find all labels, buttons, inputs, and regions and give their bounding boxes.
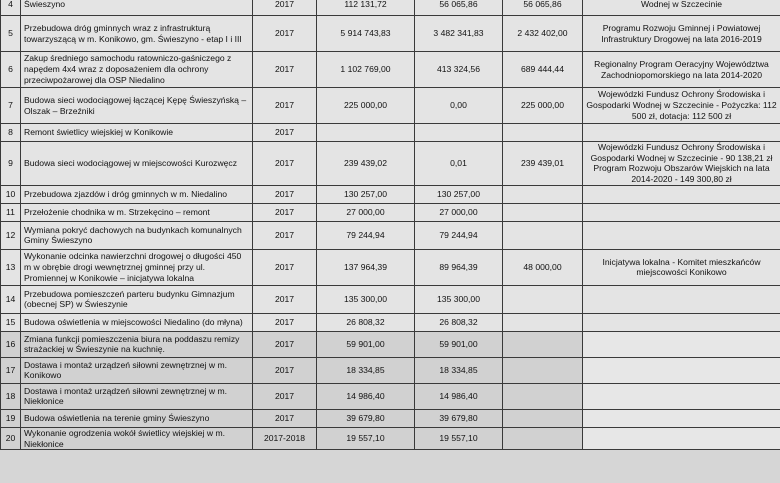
task-description-cell: Remont świetlicy wiejskiej w Konikowie <box>21 124 253 142</box>
own-funds-cell: 130 257,00 <box>415 185 503 203</box>
funding-source-cell <box>583 357 780 383</box>
table-row <box>1 221 780 249</box>
row-number-cell: 5 <box>1 16 21 52</box>
total-cost-cell: 79 244,94 <box>317 221 415 249</box>
row-number-cell: 14 <box>1 285 21 313</box>
funding-source-cell <box>583 331 780 357</box>
own-funds-cell: 27 000,00 <box>415 203 503 221</box>
total-cost-cell: 239 439,02 <box>317 142 415 186</box>
row-number-cell: 11 <box>1 203 21 221</box>
implementation-year-cell: 2017 <box>253 142 317 186</box>
own-funds-cell: 135 300,00 <box>415 285 503 313</box>
own-funds-cell: 3 482 341,83 <box>415 16 503 52</box>
table-row <box>1 313 780 331</box>
table-row <box>1 88 780 124</box>
implementation-year-cell: 2017 <box>253 52 317 88</box>
funding-source-cell <box>583 313 780 331</box>
row-number-cell: 16 <box>1 331 21 357</box>
task-description-cell: Budowa oświetlenia w miejscowości Niedalino (do młyna) <box>21 313 253 331</box>
row-number-cell: 12 <box>1 221 21 249</box>
row-number-cell: 6 <box>1 52 21 88</box>
funding-source-cell <box>583 285 780 313</box>
external-funds-cell <box>503 124 583 142</box>
row-number-cell: 17 <box>1 357 21 383</box>
total-cost-cell: 18 334,85 <box>317 357 415 383</box>
own-funds-cell: 18 334,85 <box>415 357 503 383</box>
row-number-cell: 8 <box>1 124 21 142</box>
funding-source-cell <box>583 221 780 249</box>
table-row <box>1 142 780 186</box>
own-funds-cell: 59 901,00 <box>415 331 503 357</box>
own-funds-cell: 19 557,10 <box>415 427 503 449</box>
total-cost-cell: 137 964,39 <box>317 249 415 285</box>
task-description-cell: Budowa sieci wodociągowej łączącej Kępę Świeszyńską – Olszak – Brzeźniki <box>21 88 253 124</box>
own-funds-cell: 89 964,39 <box>415 249 503 285</box>
external-funds-cell: 689 444,44 <box>503 52 583 88</box>
own-funds-cell: 0,00 <box>415 88 503 124</box>
funding-source-cell: Wodnej w Szczecinie <box>583 0 780 16</box>
total-cost-cell: 39 679,80 <box>317 409 415 427</box>
external-funds-cell: 48 000,00 <box>503 249 583 285</box>
total-cost-cell: 135 300,00 <box>317 285 415 313</box>
external-funds-cell <box>503 185 583 203</box>
task-description-cell: Wykonanie odcinka nawierzchni drogowej o długości 450 m w obrębie drogi wewnętrznej gminnej przy ul. Promiennej w Konikowie – inicjatywa lokalna <box>21 249 253 285</box>
funding-source-cell: Wojewódzki Fundusz Ochrony Środowiska i Gospodarki Wodnej w Szczecinie - Pożyczka: 112 500 zł, dotacja: 112 500 zł <box>583 88 780 124</box>
row-number-cell: 15 <box>1 313 21 331</box>
funding-source-cell <box>583 124 780 142</box>
total-cost-cell: 19 557,10 <box>317 427 415 449</box>
total-cost-cell: 130 257,00 <box>317 185 415 203</box>
task-description-cell: Dostawa i montaż urządzeń siłowni zewnętrznej w m. Niekłonice <box>21 383 253 409</box>
task-description-cell: Zmiana funkcji pomieszczenia biura na poddaszu remizy strażackiej w Świeszynie na kuchnię. <box>21 331 253 357</box>
task-description-cell: Zakup średniego samochodu ratowniczo-gaśniczego z napędem 4x4 wraz z doposażeniem dla ochrony przeciwpożarowej dla OSP Niedalino <box>21 52 253 88</box>
implementation-year-cell: 2017 <box>253 285 317 313</box>
task-description-cell: Budowa sieci wodociągowej w miejscowości Kurozwęcz <box>21 142 253 186</box>
total-cost-cell: 59 901,00 <box>317 331 415 357</box>
implementation-year-cell: 2017 <box>253 16 317 52</box>
own-funds-cell: 56 065,86 <box>415 0 503 16</box>
task-description-cell: Przebudowa pomieszczeń parteru budynku Gimnazjum (obecnej SP) w Świeszynie <box>21 285 253 313</box>
total-cost-cell: 27 000,00 <box>317 203 415 221</box>
table-row <box>1 203 780 221</box>
implementation-year-cell: 2017 <box>253 331 317 357</box>
row-number-cell: 4 <box>1 0 21 16</box>
total-cost-cell: 5 914 743,83 <box>317 16 415 52</box>
external-funds-cell: 225 000,00 <box>503 88 583 124</box>
external-funds-cell <box>503 427 583 449</box>
task-description-cell: Przebudowa dróg gminnych wraz z infrastrukturą towarzyszącą w m. Konikowo, gm. Świeszyno - etap I i III <box>21 16 253 52</box>
table-row <box>1 331 780 357</box>
implementation-year-cell: 2017 <box>253 0 317 16</box>
funding-source-cell: Wojewódzki Fundusz Ochrony Środowiska i Gospodarki Wodnej w Szczecinie - 90 138,21 zł Program Rozwoju Obszarów Wiejskich na lata 2014-2020 - 149 300,80 zł <box>583 142 780 186</box>
total-cost-cell: 1 102 769,00 <box>317 52 415 88</box>
table-body <box>1 0 780 450</box>
task-description-cell: Przebudowa zjazdów i dróg gminnych w m. Niedalino <box>21 185 253 203</box>
total-cost-cell: 26 808,32 <box>317 313 415 331</box>
total-cost-cell: 112 131,72 <box>317 0 415 16</box>
external-funds-cell <box>503 313 583 331</box>
implementation-year-cell: 2017 <box>253 409 317 427</box>
table-row <box>1 0 780 16</box>
table-row <box>1 249 780 285</box>
own-funds-cell: 14 986,40 <box>415 383 503 409</box>
external-funds-cell <box>503 383 583 409</box>
implementation-year-cell: 2017 <box>253 124 317 142</box>
row-number-cell: 18 <box>1 383 21 409</box>
row-number-cell: 13 <box>1 249 21 285</box>
external-funds-cell: 56 065,86 <box>503 0 583 16</box>
implementation-year-cell: 2017 <box>253 185 317 203</box>
own-funds-cell: 39 679,80 <box>415 409 503 427</box>
table-row <box>1 185 780 203</box>
own-funds-cell: 0,01 <box>415 142 503 186</box>
own-funds-cell: 79 244,94 <box>415 221 503 249</box>
funding-source-cell <box>583 185 780 203</box>
external-funds-cell <box>503 285 583 313</box>
external-funds-cell <box>503 203 583 221</box>
row-number-cell: 20 <box>1 427 21 449</box>
implementation-year-cell: 2017 <box>253 203 317 221</box>
task-description-cell: Budowa oświetlenia na terenie gminy Świeszyno <box>21 409 253 427</box>
funding-source-cell: Programu Rozwoju Gminnej i Powiatowej Infrastruktury Drogowej na lata 2016-2019 <box>583 16 780 52</box>
own-funds-cell <box>415 124 503 142</box>
funding-source-cell: Regionalny Program Oeracyjny Województwa Zachodniopomorskiego na lata 2014-2020 <box>583 52 780 88</box>
row-number-cell: 19 <box>1 409 21 427</box>
external-funds-cell: 239 439,01 <box>503 142 583 186</box>
implementation-year-cell: 2017 <box>253 221 317 249</box>
task-description-cell: Dostawa i montaż urządzeń siłowni zewnętrznej w m. Konikowo <box>21 357 253 383</box>
implementation-year-cell: 2017 <box>253 88 317 124</box>
table-row <box>1 124 780 142</box>
funding-source-cell <box>583 383 780 409</box>
implementation-year-cell: 2017-2018 <box>253 427 317 449</box>
external-funds-cell <box>503 409 583 427</box>
table-row <box>1 285 780 313</box>
table-row <box>1 357 780 383</box>
task-description-cell: Przełożenie chodnika w m. Strzekęcino – remont <box>21 203 253 221</box>
task-description-cell: Wykonanie ogrodzenia wokół świetlicy wiejskiej w m. Niekłonice <box>21 427 253 449</box>
funding-source-cell: Inicjatywa lokalna - Komitet mieszkańców miejscowości Konikowo <box>583 249 780 285</box>
own-funds-cell: 413 324,56 <box>415 52 503 88</box>
own-funds-cell: 26 808,32 <box>415 313 503 331</box>
table-row <box>1 52 780 88</box>
total-cost-cell: 225 000,00 <box>317 88 415 124</box>
table-row <box>1 409 780 427</box>
funding-source-cell <box>583 409 780 427</box>
implementation-year-cell: 2017 <box>253 357 317 383</box>
funding-source-cell <box>583 427 780 449</box>
external-funds-cell <box>503 221 583 249</box>
row-number-cell: 7 <box>1 88 21 124</box>
task-description-cell: Wymiana pokryć dachowych na budynkach komunalnych Gminy Świeszyno <box>21 221 253 249</box>
table-row <box>1 383 780 409</box>
total-cost-cell <box>317 124 415 142</box>
table-row <box>1 16 780 52</box>
row-number-cell: 10 <box>1 185 21 203</box>
table-row <box>1 427 780 449</box>
total-cost-cell: 14 986,40 <box>317 383 415 409</box>
external-funds-cell: 2 432 402,00 <box>503 16 583 52</box>
external-funds-cell <box>503 357 583 383</box>
task-description-cell: Świeszyno <box>21 0 253 16</box>
implementation-year-cell: 2017 <box>253 383 317 409</box>
row-number-cell: 9 <box>1 142 21 186</box>
implementation-year-cell: 2017 <box>253 313 317 331</box>
funding-source-cell <box>583 203 780 221</box>
external-funds-cell <box>503 331 583 357</box>
implementation-year-cell: 2017 <box>253 249 317 285</box>
